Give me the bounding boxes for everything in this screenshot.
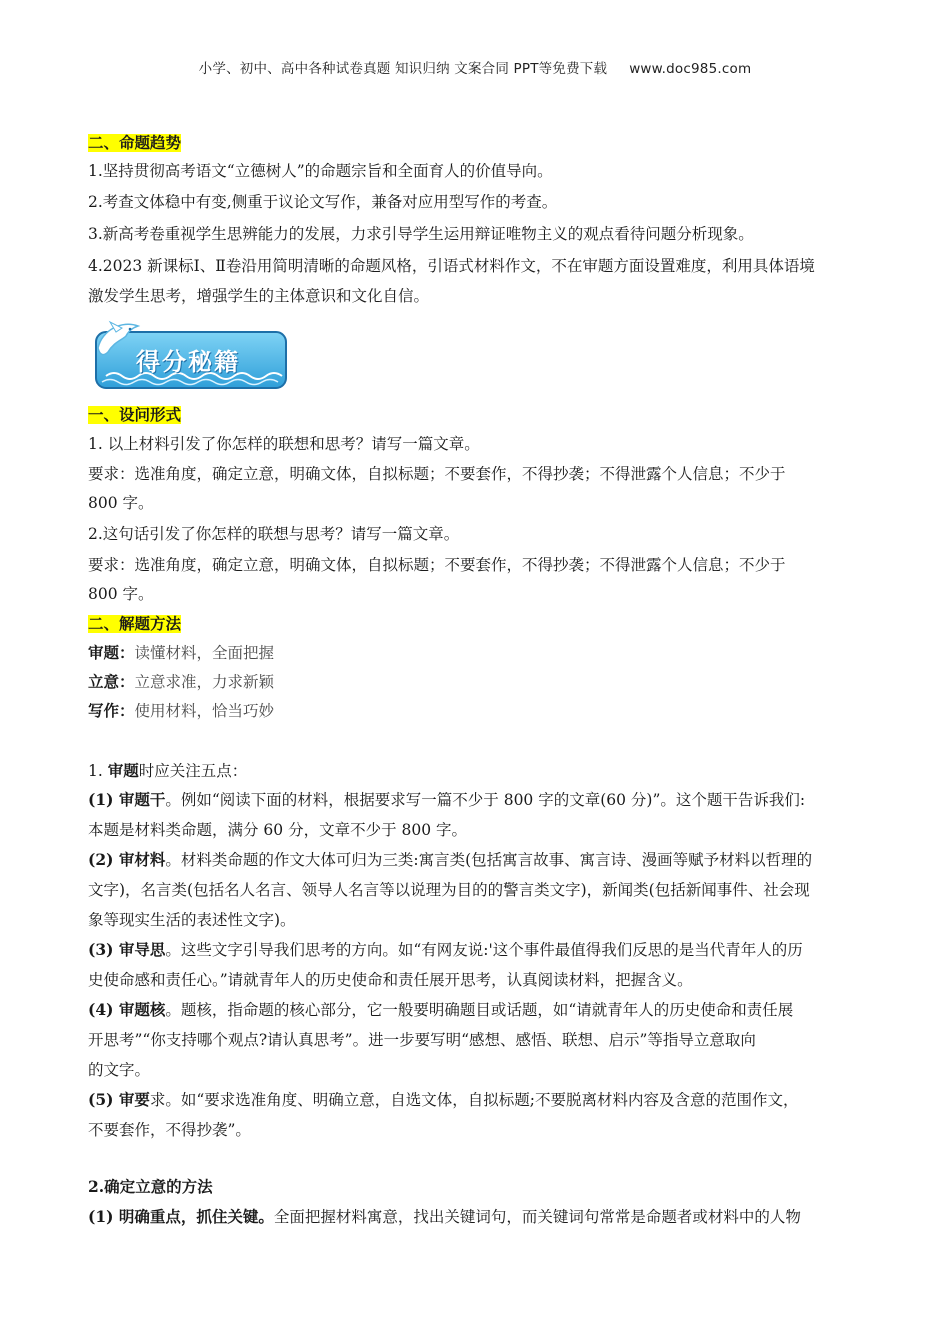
question-form-title: 一、设问形式: [88, 406, 182, 424]
review-intro-num: 1.: [88, 762, 108, 780]
review-p4-heading: (4) 审题核: [88, 1000, 166, 1019]
trend-item-2: 2.考查文体稳中有变,侧重于议论文写作，兼备对应用型写作的考查。: [88, 193, 558, 211]
review-p5-heading: (5) 审要: [88, 1090, 150, 1109]
review-p2-line-1: [88, 850, 868, 870]
review-p1-text: 。例如“阅读下面的材料，根据要求写一篇不少于 800 字的文章(60 分)”。这个题干告诉我们:: [165, 791, 806, 809]
method-row-1: [88, 643, 868, 663]
intent-p1-line-1: [88, 1207, 868, 1227]
section-title-method: [88, 614, 868, 634]
review-intro: [88, 761, 868, 781]
review-p4-line-3: 的文字。: [88, 1061, 151, 1079]
review-p1-heading: (1) 审题干: [88, 790, 166, 809]
review-intro-bold: 审题: [107, 761, 139, 780]
review-p3-text: 。这些文字引导我们思考的方向。如“有网友说:'这个事件最值得我们反思的是当代青年人的历: [165, 941, 803, 959]
trend-item-3: 3.新高考卷重视学生思辨能力的发展，力求引导学生运用辩证唯物主义的观点看待问题分析现象。: [88, 225, 754, 243]
header-url[interactable]: www.doc985.com: [629, 61, 752, 77]
intent-p1-heading: (1) 明确重点，抓住关键。: [88, 1207, 274, 1226]
review-p2-heading: (2) 审材料: [88, 850, 166, 869]
method-value: 读懂材料，全面把握: [134, 644, 275, 662]
review-p2-line-2: 文字)，名言类(包括名人名言、领导人名言等以说理为目的的警言类文字)，新闻类(包括新闻事件、社会现: [88, 881, 810, 899]
page-header: [0, 57, 950, 77]
method-key: 立意：: [88, 672, 135, 691]
question-line-5: 要求：选准角度，确定立意，明确文体，自拟标题；不要套作，不得抄袭；不得泄露个人信息；不少于: [88, 556, 786, 574]
method-key: 审题：: [88, 643, 135, 662]
trend-item-4-cont: 激发学生思考，增强学生的主体意识和文化自信。: [88, 287, 430, 305]
question-line-1: 1. 以上材料引发了你怎样的联想和思考？请写一篇文章。: [88, 435, 480, 453]
review-p4-text: 。题核，指命题的核心部分，它一般要明确题目或话题，如“请就青年人的历史使命和责任展: [165, 1001, 794, 1019]
review-p2-line-3: 象等现实生活的表述性文字)。: [88, 911, 296, 929]
question-line-4: 2.这句话引发了你怎样的联想与思考？请写一篇文章。: [88, 525, 460, 543]
review-p3-heading: (3) 审导思: [88, 940, 166, 959]
review-p5-text: 求。如“要求选准角度、明确立意，自选文体，自拟标题;不要脱离材料内容及含意的范围作文，: [149, 1091, 799, 1109]
trend-item-4: 4.2023 新课标Ⅰ、Ⅱ卷沿用简明清晰的命题风格，引语式材料作文，不在审题方面设置难度，利用具体语境: [88, 257, 815, 275]
method-value: 使用材料，恰当巧妙: [134, 702, 275, 720]
header-text: 小学、初中、高中各种试卷真题 知识归纳 文案合同 PPT等免费下载: [198, 61, 608, 77]
trend-item-1: 1.坚持贯彻高考语文“立德树人”的命题宗旨和全面育人的价值导向。: [88, 162, 553, 180]
review-p4-line-2: 开思考”“你支持哪个观点?请认真思考”。进一步要写明“感想、感悟、联想、启示”等指导立意取向: [88, 1031, 756, 1049]
section-title-trend: [88, 133, 868, 153]
review-p3-line-1: [88, 940, 868, 960]
review-p4-line-1: [88, 1000, 868, 1020]
review-p2-text: 。材料类命题的作文大体可归为三类:寓言类(包括寓言故事、寓言诗、漫画等赋予材料以哲理的: [165, 851, 813, 869]
badge-label: 得分秘籍: [136, 348, 240, 376]
review-p3-line-2: 史使命感和责任心。”请就青年人的历史使命和责任展开思考，认真阅读材料，把握含义。: [88, 971, 693, 989]
method-row-2: [88, 672, 868, 692]
method-key: 写作：: [88, 701, 135, 720]
question-line-3: 800 字。: [88, 494, 154, 512]
section-title-question-form: [88, 405, 868, 425]
method-row-3: [88, 701, 868, 721]
review-p5-line-2: 不要套作，不得抄袭”。: [88, 1121, 251, 1139]
method-value: 立意求准，力求新颖: [134, 673, 275, 691]
trend-title: 二、命题趋势: [88, 134, 182, 152]
review-intro-rest: 时应关注五点：: [138, 762, 248, 780]
review-p1-line-2: 本题是材料类命题，满分 60 分，文章不少于 800 字。: [88, 821, 468, 839]
question-line-6: 800 字。: [88, 585, 154, 603]
intent-title: 2.确定立意的方法: [88, 1177, 213, 1196]
review-p1-line-1: [88, 790, 868, 810]
intent-p1-text: 全面把握材料寓意，找出关键词句，而关键词句常常是命题者或材料中的人物: [273, 1208, 801, 1226]
score-tips-badge: [92, 318, 290, 392]
review-p5-line-1: [88, 1090, 868, 1110]
method-title: 二、解题方法: [88, 615, 182, 633]
question-line-2: 要求：选准角度，确定立意，明确文体，自拟标题；不要套作，不得抄袭；不得泄露个人信息；不少于: [88, 465, 786, 483]
